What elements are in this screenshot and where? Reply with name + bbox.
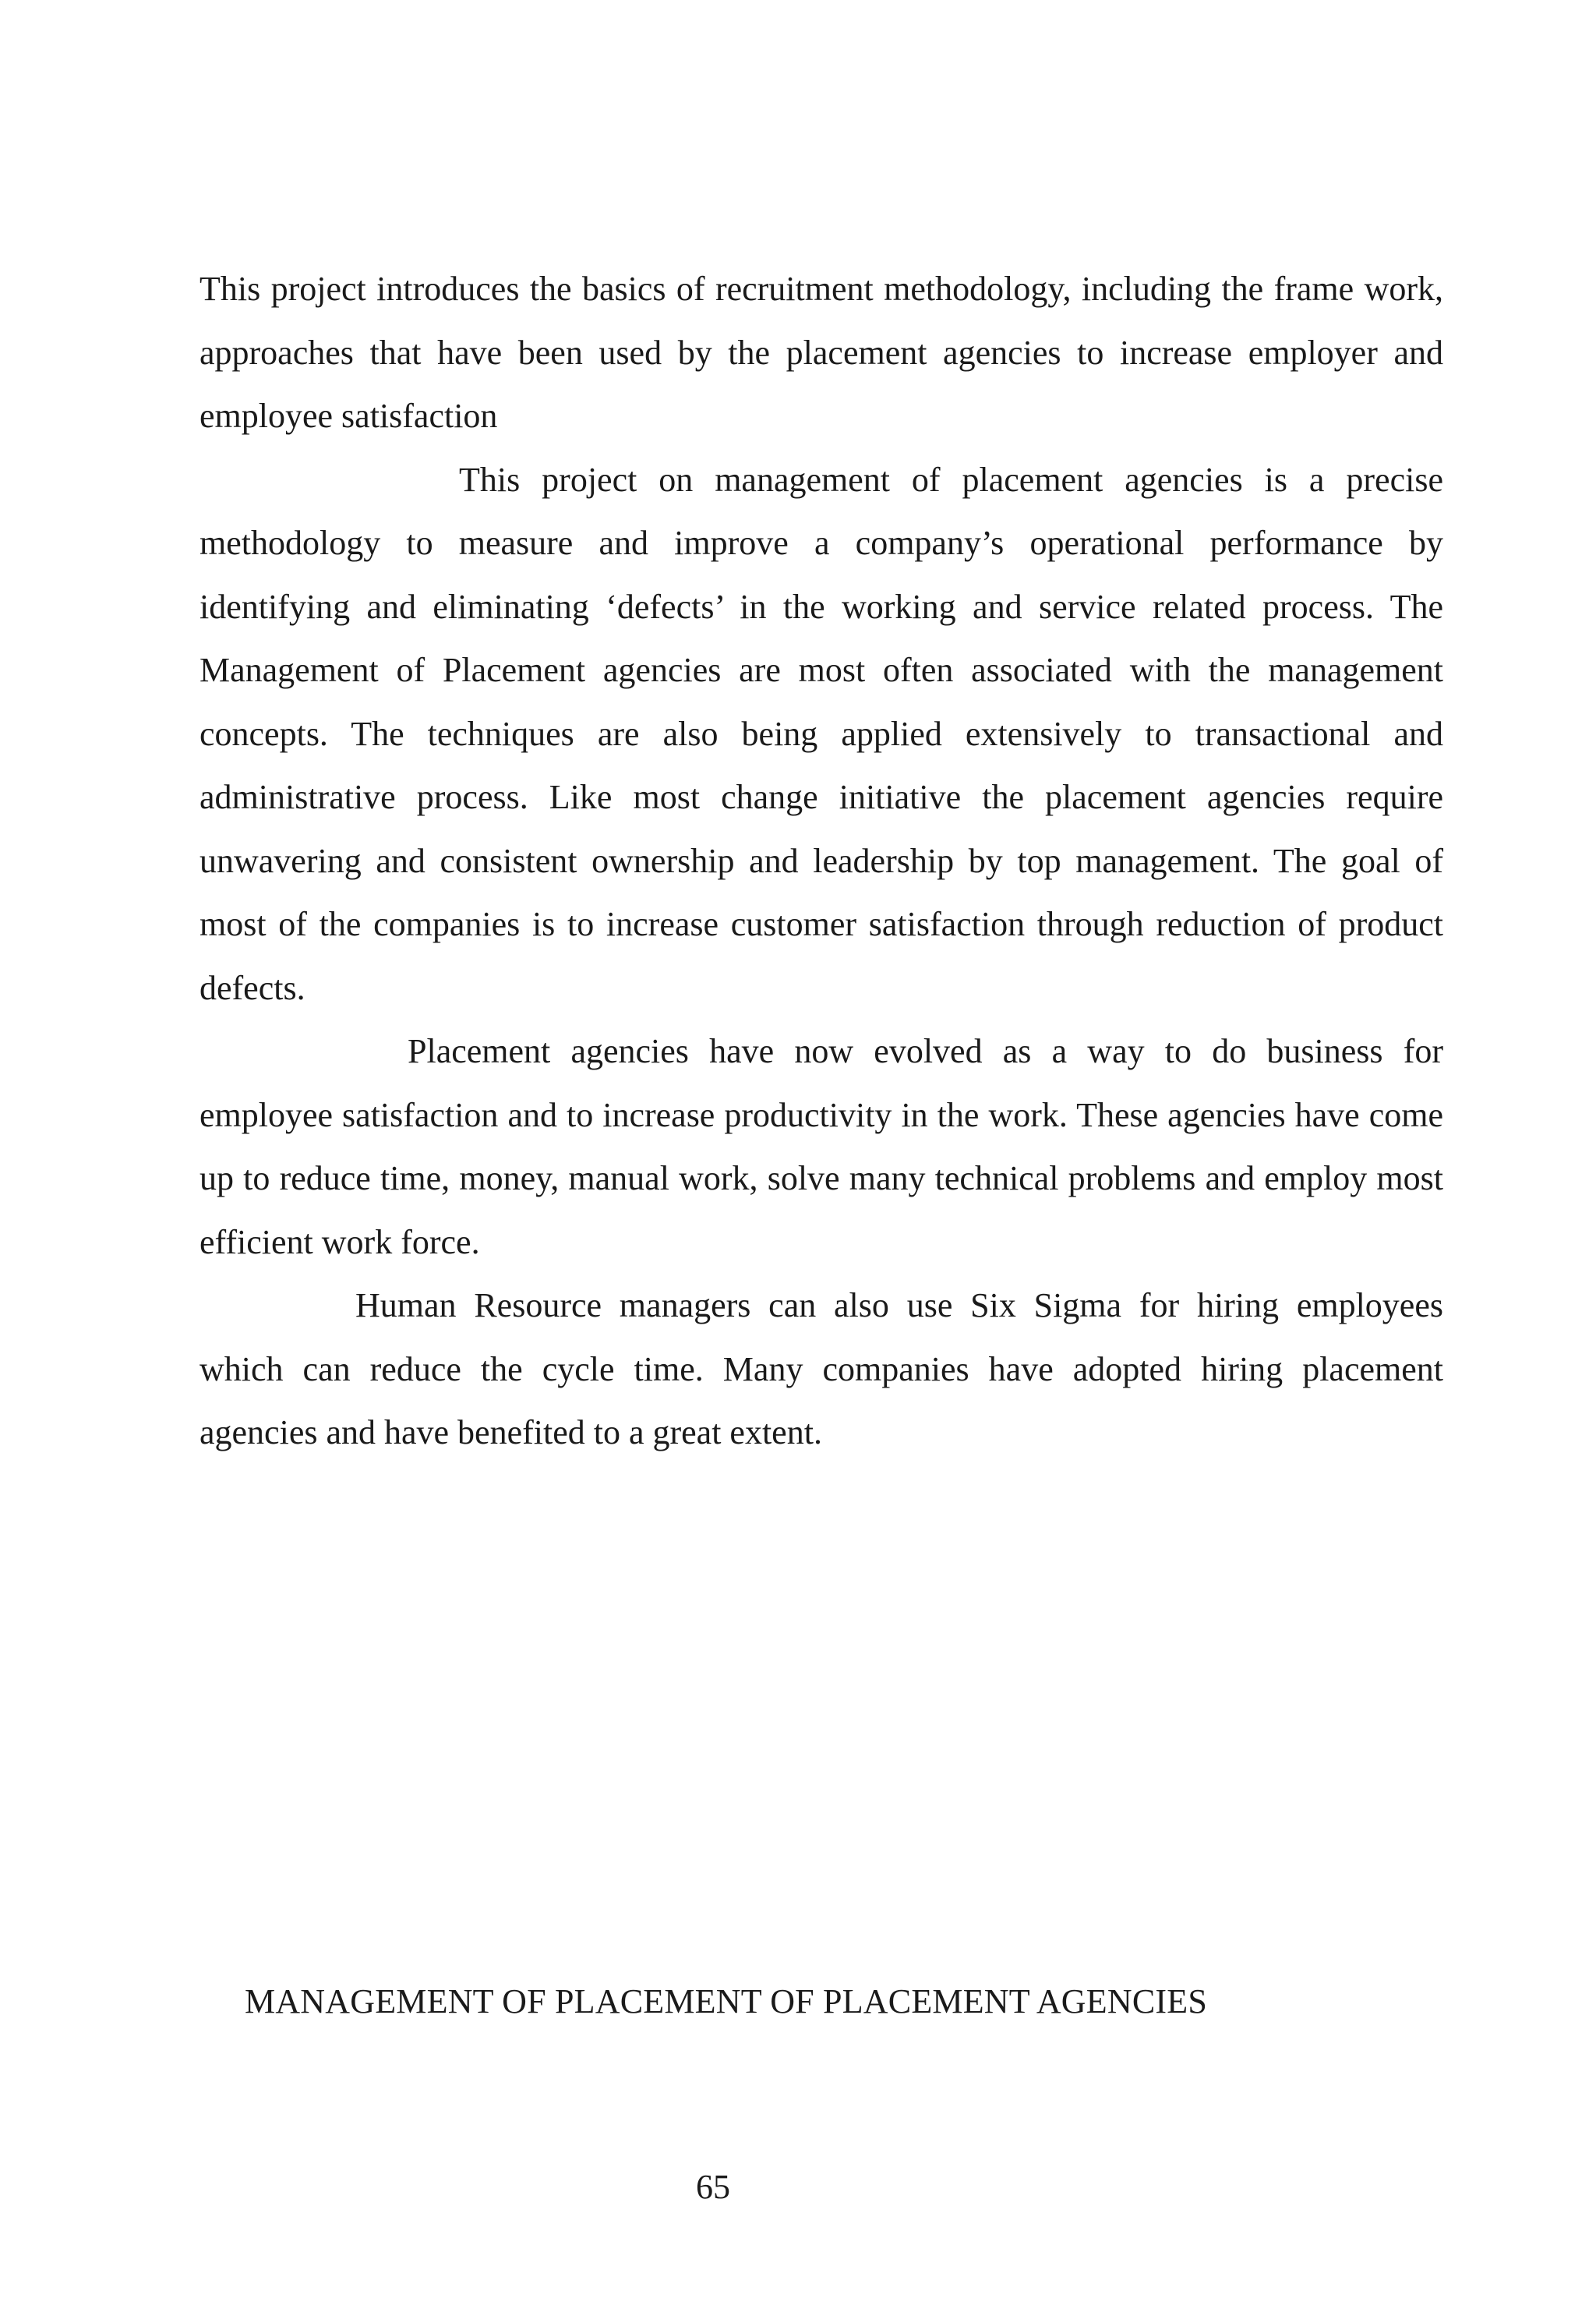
paragraph-methodology: This project on management of placement agencies is a precise methodology to measure and improve a company’s operational performance by identifying and eliminating ‘defects’ in the working and service related process. The Management of Placement agencies are most often associated with the management concepts. The techniques are also being applied extensively to transactional and administrative process. Like most change initiative the placement agencies require unwavering and consistent ownership and leadership by top management. The goal of most of the companies is to increase customer satisfaction through reduction of product defects. — [200, 460, 1443, 1007]
page-body — [200, 257, 1443, 1465]
footer-title: MANAGEMENT OF PLACEMENT OF PLACEMENT AGENCIES — [245, 1982, 1207, 2020]
paragraph-intro: This project introduces the basics of recruitment methodology, including the frame work, approaches that have been used by the placement agencies to increase employer and employee satisfaction — [200, 270, 1443, 435]
page-number: 65 — [696, 2168, 730, 2206]
paragraph-evolution: Placement agencies have now evolved as a way to do business for employee satisfaction and to increase productivity in the work. These agencies have come up to reduce time, money, manual work, solve many technical problems and employ most efficient work force. — [200, 1032, 1443, 1261]
paragraph-hr-managers: Human Resource managers can also use Six Sigma for hiring employees which can reduce the cycle time. Many companies have adopted hiring placement agencies and have benefited to a great extent. — [200, 1286, 1443, 1451]
